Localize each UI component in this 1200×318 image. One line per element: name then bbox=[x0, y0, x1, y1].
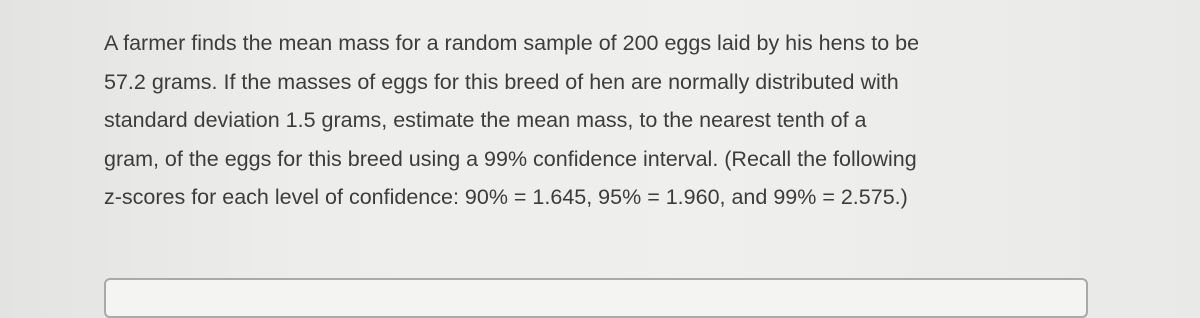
question-text bbox=[104, 24, 1104, 217]
question-line: A farmer finds the mean mass for a random sample of 200 eggs laid by his hens to be bbox=[104, 31, 920, 55]
question-line: gram, of the eggs for this breed using a 99% confidence interval. (Recall the following bbox=[104, 146, 917, 171]
answer-input-box[interactable] bbox=[104, 278, 1088, 318]
question-line: standard deviation 1.5 grams, estimate the mean mass, to the nearest tenth of a bbox=[104, 108, 867, 132]
question-line: 57.2 grams. If the masses of eggs for this breed of hen are normally distributed with bbox=[104, 69, 899, 94]
question-line: z-scores for each level of confidence: 90% = 1.645, 95% = 1.960, and 99% = 2.575.) bbox=[104, 185, 908, 209]
